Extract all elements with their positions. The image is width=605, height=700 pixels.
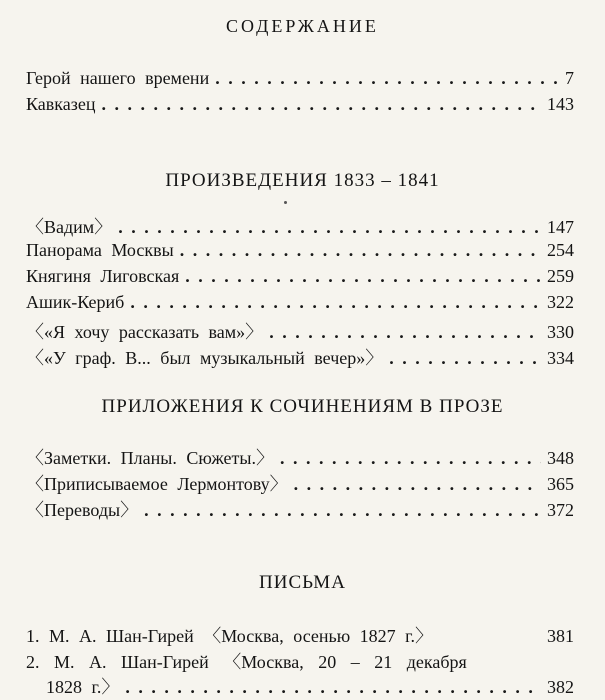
entry-page: 322 [547,292,574,312]
dot-leader [215,68,559,89]
appendix-heading: ПРИЛОЖЕНИЯ К СОЧИНЕНИЯМ В ПРОЗЕ [101,396,504,417]
entry-page: 259 [547,266,574,286]
entry-page: 372 [547,500,574,520]
entry-title: Кавказец [26,94,96,114]
toc-entry [26,292,574,318]
dot-leader [144,500,541,521]
entry-page: 330 [547,322,574,342]
toc-entry [26,648,574,674]
dot-leader [185,266,541,287]
toc-entry [26,470,574,496]
entry-title: 1. М. А. Шан-Гирей 〈Москва, осенью 1827 г.〉 [26,626,434,646]
dot-leader [180,240,541,261]
entry-page: 143 [547,94,574,114]
entry-title: 〈Заметки. Планы. Сюжеты.〉 [26,448,274,468]
entry-title: 2. М. А. Шан-Гирей 〈Москва, 20 – 21 декабря [26,652,467,672]
toc-entry [26,68,574,94]
dot-leader [125,677,541,698]
entry-title: 〈Переводы〉 [26,500,139,520]
dot-leader [101,94,541,115]
toc-entry [46,673,574,699]
toc-entry [26,344,574,370]
entry-page: 365 [547,474,574,494]
dot-leader [280,448,541,469]
entry-page: 7 [565,68,574,88]
toc-entry [26,94,574,120]
entry-page: 334 [547,348,574,368]
dot-leader [130,292,541,313]
entry-title: 〈Вадим〉 [26,217,113,237]
toc-entry [26,496,574,522]
dot-leader [118,217,541,238]
entry-page: 382 [547,677,574,697]
entry-page: 147 [547,217,574,237]
toc-entry [26,240,574,266]
entry-title: Панорама Москвы [26,240,174,260]
dot-leader [389,348,541,369]
entry-title: Княгиня Лиговская [26,266,180,286]
entry-page: 348 [547,448,574,468]
toc-entry [26,266,574,292]
works-heading: ПРОИЗВЕДЕНИЯ 1833 – 1841 [165,170,440,191]
entry-title: 〈Приписываемое Лермонтову〉 [26,474,288,494]
dot-leader [294,474,541,495]
entry-page: 254 [547,240,574,260]
entry-title: 〈«У граф. В... был музыкальный вечер»〉 [26,348,384,368]
toc-entry [26,318,574,344]
contents-heading: СОДЕРЖАНИЕ [226,16,379,36]
entry-title: Герой нашего времени [26,68,210,88]
entry-page: 381 [547,626,574,646]
dot-leader [269,322,541,343]
letters-heading: ПИСЬМА [259,572,346,593]
entry-title: 〈«Я хочу рассказать вам»〉 [26,322,264,342]
toc-entry [26,213,574,239]
print-speck [284,201,287,204]
entry-title: 1828 г.〉 [46,677,120,697]
entry-title: Ашик-Кериб [26,292,125,312]
toc-entry [26,444,574,470]
toc-entry [26,622,574,648]
